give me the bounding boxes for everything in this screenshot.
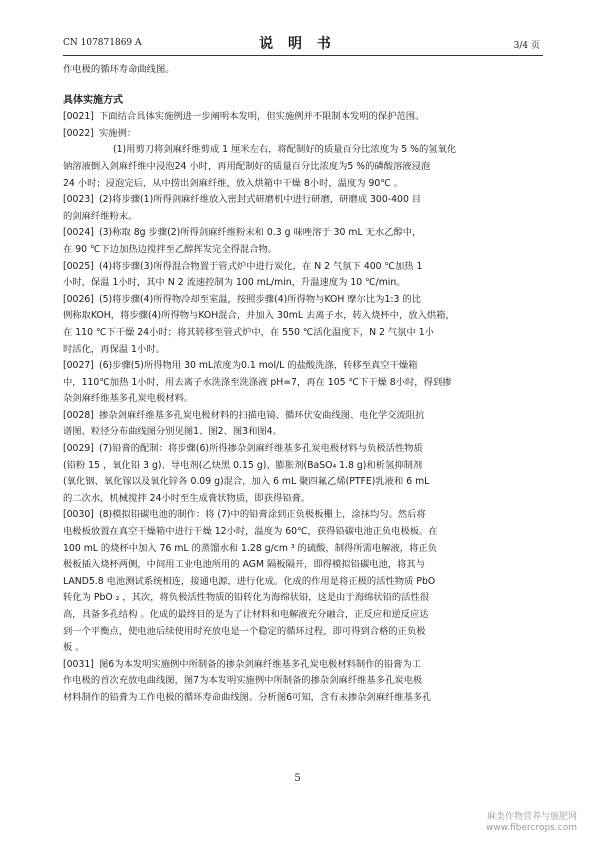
paragraph-line — [63, 259, 541, 276]
paragraph-text: 的二次水，机械搅拌 24小时至生成膏状物质，即获得铅膏。 — [63, 492, 311, 504]
paragraph-text: 掺杂剑麻纤维基多孔炭电极材料的扫描电镜、循环伏安曲线图、电化学交流阻抗 — [99, 409, 425, 421]
paragraph-line — [63, 640, 541, 657]
paragraph-text: (3)称取 8g 步骤(2)所得剑麻纤维粉末和 0.3 g 味唑溶于 30 mL 无水乙醇中， — [99, 227, 422, 239]
paragraph-line — [63, 209, 541, 226]
paragraph-text: (1)用剪刀将剑麻纤维剪成 1 厘米左右，将配制好的质量百分比浓度为 5 %的氢氧化 — [113, 144, 457, 156]
paragraph-text: 谱图、粒径分布曲线图分别见图1、图2、图3和图4。 — [63, 426, 282, 438]
paragraph-line — [63, 176, 541, 193]
watermark-line-2: www.fibercrops.com — [486, 823, 577, 833]
paragraph-line — [63, 624, 541, 641]
paragraph-number: [0025] — [63, 260, 94, 272]
paragraph-text: 板 。 — [63, 642, 85, 654]
paragraph-text: 极板插入烧杯两侧，中间用工业电池所用的 AGM 隔板隔开，即得模拟铅碳电池，将其与 — [63, 559, 426, 571]
paragraph-line — [63, 424, 541, 441]
paragraph-line — [63, 159, 541, 176]
paragraph-line — [63, 574, 541, 591]
paragraph-line — [63, 590, 541, 607]
watermark-line-1: 麻类作物营养与施肥网 — [486, 812, 577, 822]
paragraph-line — [63, 225, 541, 242]
paragraph-line — [63, 541, 541, 558]
paragraph-number: [0030] — [63, 509, 94, 521]
paragraph-list — [63, 109, 541, 706]
paragraph-number: [0024] — [63, 227, 94, 239]
paragraph-number: [0023] — [63, 194, 94, 206]
paragraph-text: 在 110 ℃下干燥 24小时；将其转移至管式炉中，在 550 ℃活化温度下，N 2 气氛中 1小 — [63, 326, 434, 338]
header-divider — [63, 55, 543, 56]
paragraph-text: (5)将步骤(4)所得物冷却至室温，按照步骤(4)所得物与KOH 摩尔比为1:3 的比 — [99, 293, 421, 305]
paragraph-text: LAND5.8 电池测试系统相连，接通电源，进行化成。化成的作用是将正极的活性物质 PbO — [63, 575, 436, 587]
intro-line: 作电极的循环寿命曲线图。 — [63, 64, 175, 75]
paragraph-text: (2)将步骤(1)所得剑麻纤维放入密封式研磨机中进行研磨，研磨成 300-400 目 — [99, 194, 422, 206]
paragraph-number: [0029] — [63, 443, 94, 455]
paragraph-number: [0026] — [63, 293, 94, 305]
paragraph-line — [63, 657, 541, 674]
paragraph-line — [63, 109, 541, 126]
paragraph-line — [63, 308, 541, 325]
paragraph-line — [63, 673, 541, 690]
paragraph-text: 杂剑麻纤维基多孔炭电极材料。 — [63, 393, 194, 405]
page-info: 3/4 页 — [513, 41, 540, 51]
paragraph-text: 实施例： — [99, 127, 137, 139]
paragraph-text: 中，110℃加热 1小时，用去离子水洗涤至洗涤液 pH=7，再在 105 ℃下干燥 8小时，得到掺 — [63, 376, 452, 388]
paragraph-text: 100 mL 的烧杯中加入 76 mL 的蒸馏水和 1.28 g/cm ³ 的硫酸，制得所需电解液，将正负 — [63, 542, 437, 554]
paragraph-number: [0031] — [63, 658, 94, 670]
paragraph-line — [63, 458, 541, 475]
paragraph-text: 钠溶液倒入剑麻纤维中浸泡24 小时，再用配制好的质量百分比浓度为5 %的磷酸溶液浸泡 — [63, 160, 431, 172]
paragraph-text: (4)将步骤(3)所得混合物置于管式炉中进行炭化，在 N 2 气氛下 400 ℃加热 1 — [99, 260, 423, 272]
paragraph-line — [63, 126, 541, 143]
paragraph-line — [63, 474, 541, 491]
watermark — [486, 812, 577, 834]
paragraph-number: [0028] — [63, 409, 94, 421]
paragraph-text: 作电极的首次充放电曲线图，图7为本发明实施例中所制备的掺杂剑麻纤维基多孔炭电极 — [63, 675, 423, 687]
paragraph-number: [0021] — [63, 111, 94, 123]
paragraph-text: 到一个平衡点，使电池后续使用时充放电是一个稳定的循环过程，即可得到合格的正负极 — [63, 625, 426, 637]
paragraph-line — [63, 375, 541, 392]
page-number: 5 — [294, 773, 301, 784]
paragraph-text: 的剑麻纤维粉末。 — [63, 210, 138, 222]
paragraph-text: 小时，保温 1小时，其中 N 2 流速控制为 100 mL/min，升温速度为 10 ℃/min。 — [63, 277, 406, 289]
paragraph-text: 24 小时；浸泡完后，从中捞出剑麻纤维，放入烘箱中干燥 8小时，温度为 90℃ 。 — [63, 177, 404, 189]
paragraph-text: (氧化铟、氧化镓以及氧化锌各 0.09 g)混合，加入 6 mL 聚四氟乙烯(PTFE)乳液和 6 mL — [63, 476, 430, 488]
paragraph-line — [63, 491, 541, 508]
document-title: 说 明 书 — [259, 36, 336, 52]
paragraph-number: [0027] — [63, 360, 94, 372]
paragraph-text: (铅粉 15 ，氧化铅 3 g)、导电剂(乙炔黑 0.15 g)、膨胀剂(BaSO₄ 1.8 g)和析氢抑制剂 — [63, 459, 423, 471]
paragraph-text: (7)铅膏的配制：将步骤(6)所得掺杂剑麻纤维基多孔炭电极材料与负极活性物质 — [99, 443, 423, 455]
paragraph-text: 在 90 ℃下边加热边搅拌至乙醇挥发完全得混合物。 — [63, 243, 278, 255]
paragraph-line — [63, 391, 541, 408]
paragraph-text: (6)步骤(5)所得物用 30 mL浓度为0.1 mol/L 的盐酸洗涤，转移至真空干燥箱 — [99, 360, 418, 372]
paragraph-text: 转化为 PbO ₂ ，其次，将负极活性物质的铅转化为海绵状铅，这是由于海绵状铅的活性很 — [63, 592, 430, 604]
paragraph-text: 电极板放置在真空干燥箱中进行干燥 12小时，温度为 60℃，获得铅碳电池正负电极板。在 — [63, 526, 438, 538]
paragraph-line — [63, 242, 541, 259]
paragraph-text: 材料制作的铅膏为工作电极的循环寿命曲线图。分析图6可知，含有未掺杂剑麻纤维基多孔 — [63, 691, 432, 703]
section-title: 具体实施方式 — [63, 94, 123, 106]
paragraph-number: [0022] — [63, 127, 94, 139]
paragraph-line — [63, 524, 541, 541]
paragraph-line — [63, 441, 541, 458]
paragraph-line — [63, 358, 541, 375]
paragraph-line — [63, 557, 541, 574]
paragraph-line — [63, 507, 541, 524]
paragraph-line — [63, 690, 541, 707]
paragraph-line — [63, 142, 541, 159]
paragraph-line — [63, 275, 541, 292]
paragraph-line — [63, 192, 541, 209]
paragraph-text: (8)模拟铅碳电池的制作：将 (7)中的铅膏涂到正负极板栅上，涂抹均匀。然后将 — [99, 509, 426, 521]
paragraph-line — [63, 408, 541, 425]
paragraph-text: 下面结合具体实施例进一步阐明本发明，但实施例并不限制本发明的保护范围。 — [99, 111, 425, 123]
paragraph-line — [63, 292, 541, 309]
document-body — [63, 62, 541, 707]
paragraph-text: 图6为本发明实施例中所制备的掺杂剑麻纤维基多孔炭电极材料制作的铅膏为工 — [99, 658, 422, 670]
paragraph-text: 时活化，再保温 1小时。 — [63, 343, 165, 355]
paragraph-text: 例称取KOH，将步骤(4)所得物与KOH混合，并加入 30mL 去离子水，转入烧杯中，放入烘箱， — [63, 310, 455, 322]
paragraph-line — [63, 342, 541, 359]
patent-number: CN 107871869 A — [63, 38, 142, 48]
paragraph-text: 高，具备多孔结构 。化成的最终目的是为了让材料和电解液充分融合，正反应和逆反应达 — [63, 609, 429, 620]
paragraph-line — [63, 607, 541, 624]
page-header — [0, 0, 595, 52]
paragraph-line — [63, 325, 541, 342]
